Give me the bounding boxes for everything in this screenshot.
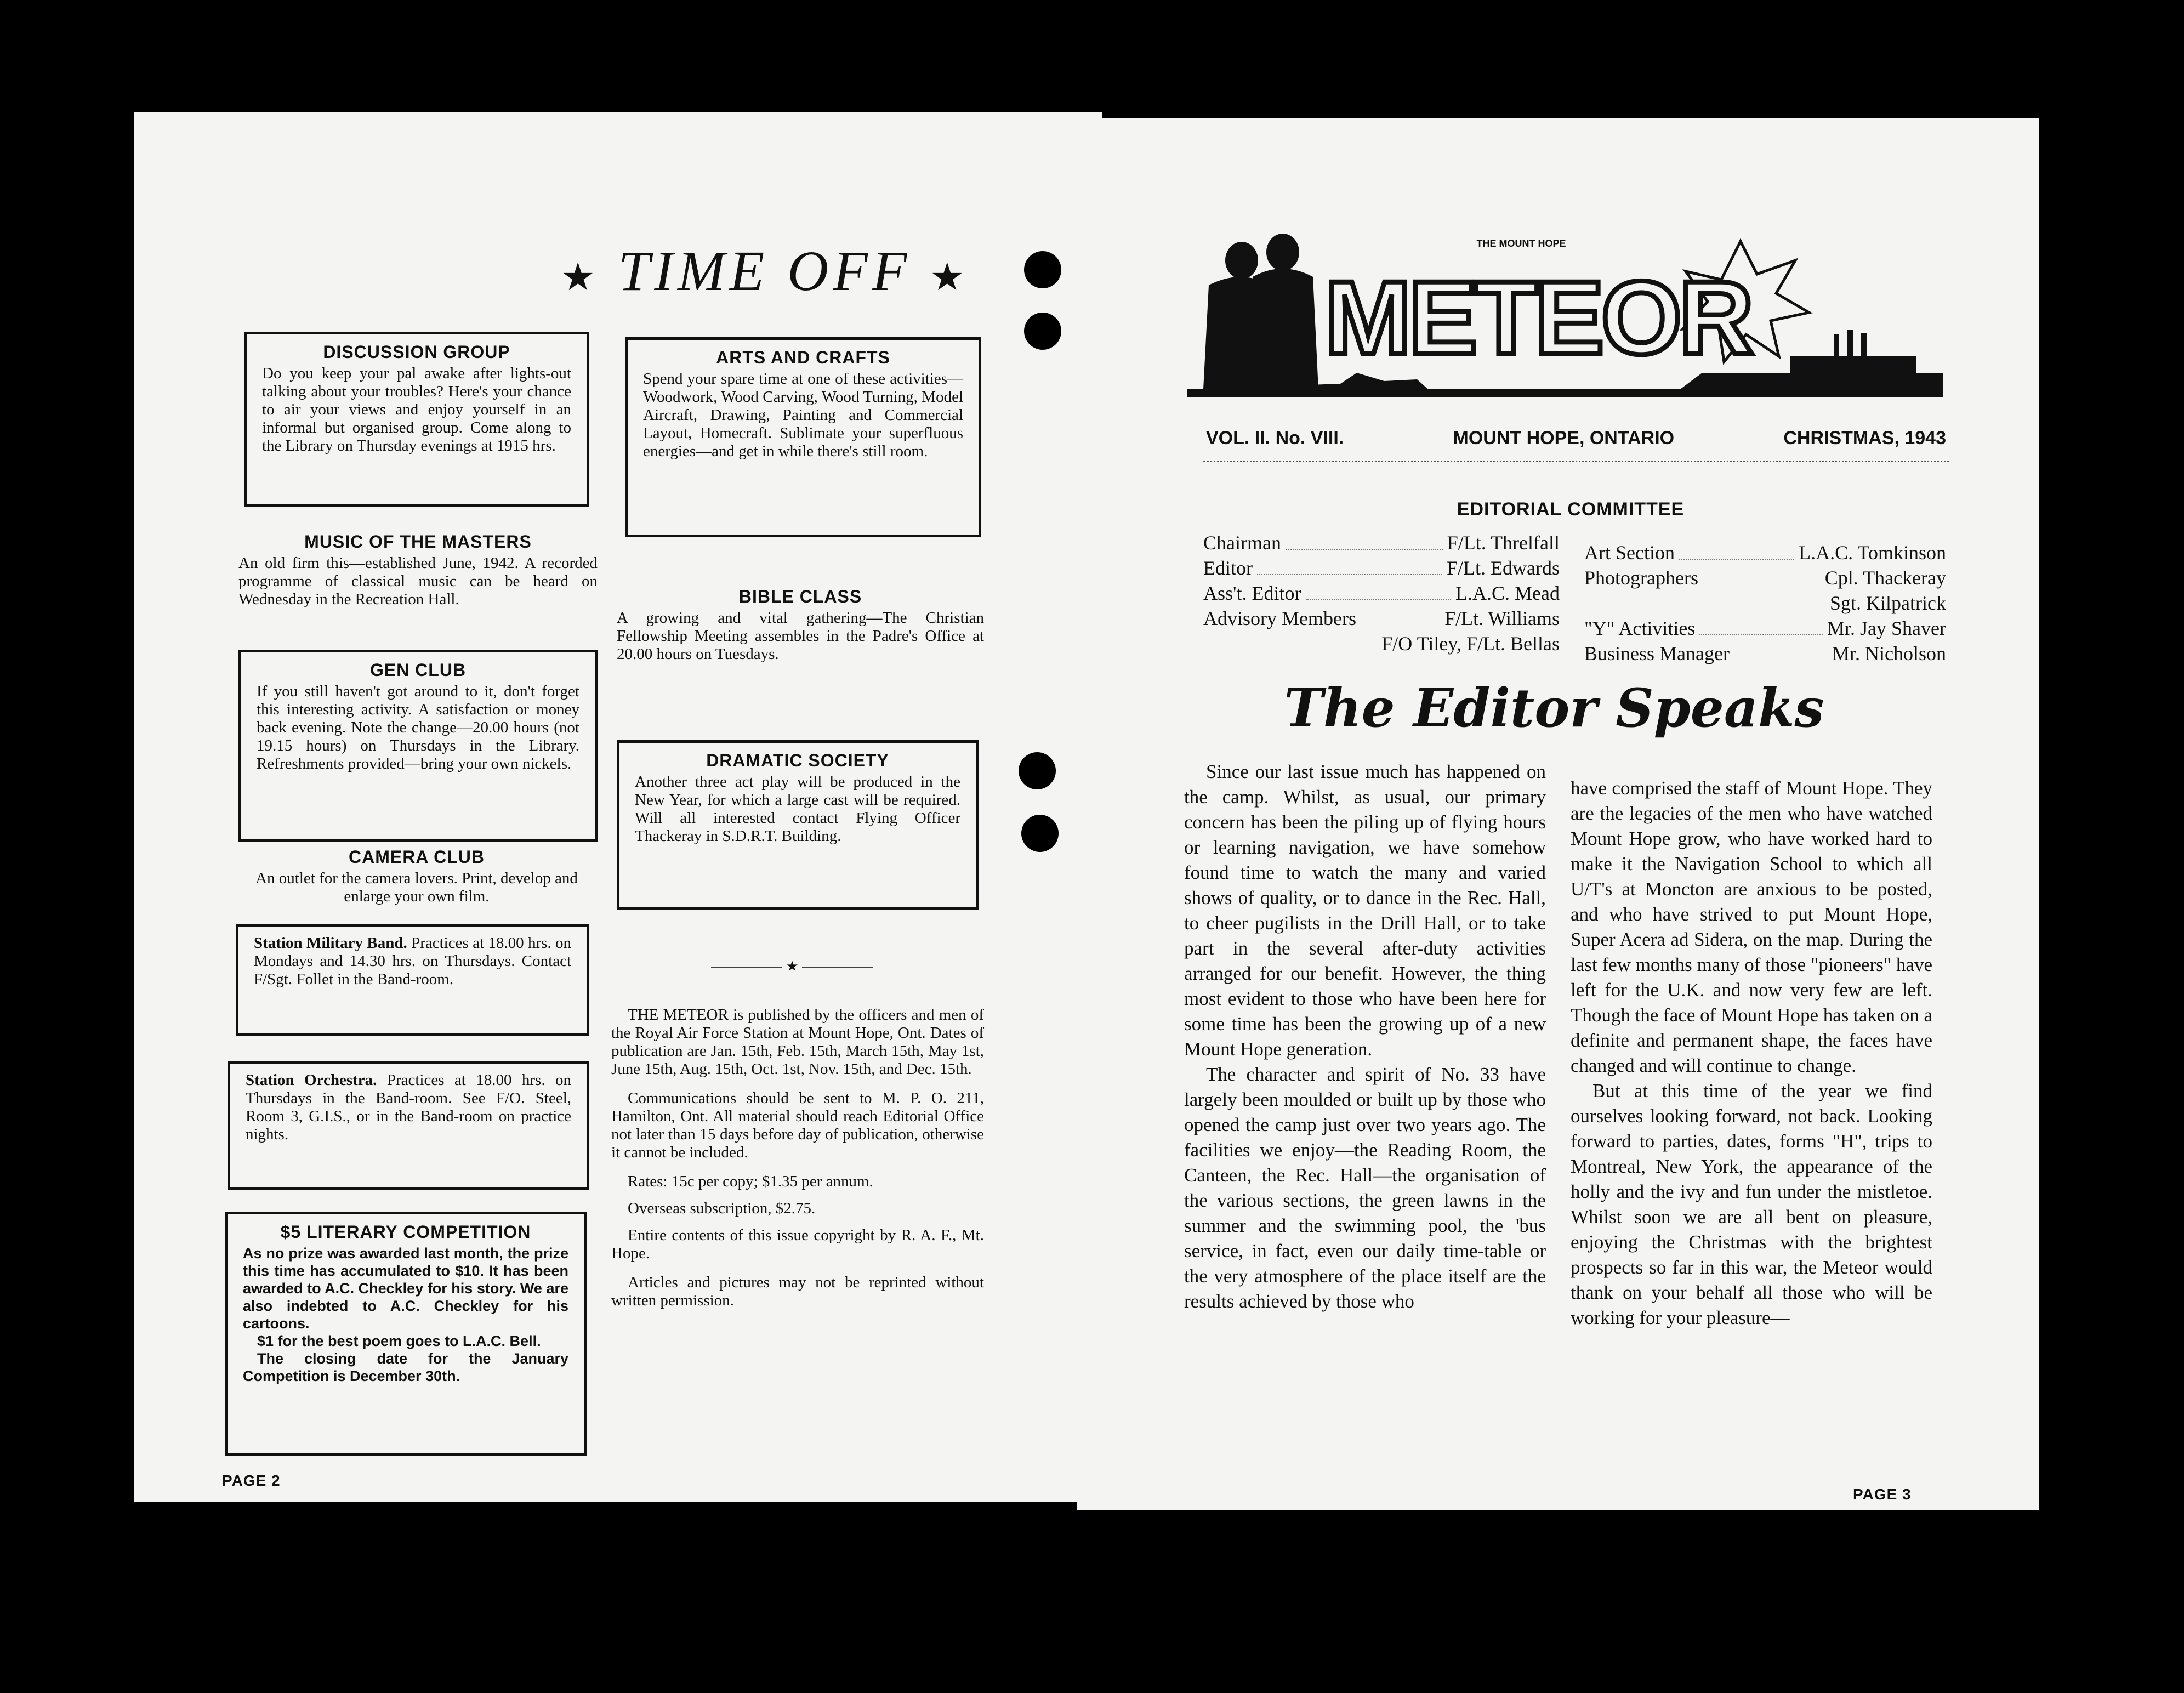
committee-row: Photographers Cpl. Thackeray: [1584, 567, 1946, 589]
committee-left: [1203, 530, 1560, 656]
committee-extra: F/O Tiley, F/Lt. Bellas: [1381, 633, 1560, 655]
bible-heading: BIBLE CLASS: [738, 587, 862, 606]
orchestra-body: Practices at 18.00 hrs. on Thursdays in the Band-room. See F/O. Steel, Room 3, G.I.S., or in the Band-room on practice nights.: [246, 1071, 572, 1143]
committee-row: Art Section L.A.C. Tomkinson: [1584, 542, 1946, 564]
music-heading: MUSIC OF THE MASTERS: [304, 532, 532, 552]
music-section: [238, 532, 598, 609]
arts-body: Spend your spare time at one of these activities—Woodwork, Wood Carving, Wood Turning, Model Aircraft, Drawing, Painting and Commercial Layout, Homecraft. Sublimate your superfluous energies—and get in while there's still room.: [643, 370, 963, 460]
committee-row: Ass't. Editor L.A.C. Mead: [1203, 582, 1560, 604]
imprint-p4: Overseas subscription, $2.75.: [628, 1200, 816, 1217]
band-text: [254, 934, 571, 988]
title-text: TIME OFF: [618, 240, 912, 303]
bible-section: [617, 587, 984, 663]
camera-heading: CAMERA CLUB: [348, 847, 485, 867]
airmen-silhouette: [1203, 234, 1318, 389]
committee-row: Editor F/Lt. Edwards: [1203, 557, 1560, 579]
masthead-small-text: THE MOUNT HOPE: [1476, 238, 1566, 249]
star-icon: ★: [930, 254, 969, 300]
punch-hole: [1024, 313, 1061, 350]
literary-heading: $5 LITERARY COMPETITION: [280, 1222, 531, 1242]
committee-heading: EDITORIAL COMMITTEE: [1457, 499, 1685, 520]
arts-heading: ARTS AND CRAFTS: [716, 348, 890, 367]
committee-row: Business Manager Mr. Nicholson: [1584, 643, 1946, 664]
imprint-p1: THE METEOR is published by the officers and men of the Royal Air Force Station at Mount Hope, Ont. Dates of publication are Jan. 15th, Feb. 15th, March 15th, May 1st, June 15th, Aug. 15th, Oct. 1st, Nov. 15th, and Dec. 15th.: [611, 1006, 984, 1078]
star-icon: ★: [560, 254, 600, 300]
committee-row: Sgt. Kilpatrick: [1830, 592, 1946, 614]
gen-club-box: [238, 650, 598, 842]
editorial-col1-p2: The character and spirit of No. 33 have largely been moulded or built up by those who opened the camp just over two years ago. The facilities we enjoy—the Reading Room, the Canteen, the Rec. Hall—the organisation of the various sections, the green lawns in the summer and the swimming pool, the 'bus service, in fact, even our daily time-table or the very atmosphere of the place itself are the results achieved by those who: [1184, 1064, 1546, 1312]
divider: [704, 959, 880, 974]
punch-hole: [1021, 815, 1059, 852]
editorial-col1-p1: Since our last issue much has happened on the camp. Whilst, as usual, our primary concern has been the piling up of flying hours or learning navigation, we have somehow found time to watch the many and varied shows of quality, or to dance in the Rec. Hall, to cheer pugilists in the Drill Hall, or to take part in the several after-duty activities arranged for our benefit. However, the thing most evident to those who have been here for some time has been the growing up of a new Mount Hope generation.: [1184, 761, 1546, 1060]
time-off-title: [496, 238, 1033, 304]
imprint-p6: Articles and pictures may not be reprinted without written permission.: [611, 1274, 984, 1309]
editorial-title: The Editor Speaks: [1284, 677, 1824, 739]
band-body: Practices at 18.00 hrs. on Mondays and 14.30 hrs. on Thursdays. Contact F/Sgt. Follet in the Band-room.: [254, 934, 571, 988]
place: MOUNT HOPE, ONTARIO: [1453, 428, 1675, 448]
imprint-p3: Rates: 15c per copy; $1.35 per annum.: [628, 1173, 873, 1190]
discussion-group-box: [244, 332, 589, 507]
gen-club-body: If you still haven't got around to it, don't forget this interesting activity. A satisfaction or money back evening. Note the change—20.00 hours (not 19.15 hours) on Thursdays in the Library. Refreshments provided—bring your own nickels.: [257, 683, 579, 772]
punch-hole: [1019, 752, 1056, 789]
discussion-body: Do you keep your pal awake after lights-out talking about your troubles? Here's your chance to air your views and enjoy yourself in an informal but organised group. Come along to the Library on Thursday evenings at 1915 hrs.: [262, 365, 571, 455]
committee-row: "Y" Activities Mr. Jay Shaver: [1584, 617, 1946, 639]
rule: [1203, 461, 1949, 462]
committee-row: Chairman F/Lt. Threlfall: [1203, 532, 1560, 554]
literary-line2: $1 for the best poem goes to L.A.C. Bell.: [257, 1333, 541, 1349]
gen-club-heading: GEN CLUB: [369, 660, 467, 680]
orchestra-box: [228, 1061, 589, 1190]
band-lead: Station Military Band.: [254, 934, 407, 952]
orchestra-lead: Station Orchestra.: [246, 1071, 377, 1089]
page-number-left: PAGE 2: [222, 1472, 281, 1489]
punch-hole: [1024, 251, 1061, 288]
discussion-heading: DISCUSSION GROUP: [323, 342, 510, 362]
dramatic-box: [617, 740, 979, 910]
imprint-p2: Communications should be sent to M. P. O. 211, Hamilton, Ont. All material should reach Editorial Office not later than 15 days before day of publication, otherwise it cannot be included.: [611, 1089, 984, 1161]
volume-number: VOL. II. No. VIII.: [1206, 428, 1344, 448]
issue-line: [1206, 428, 1946, 449]
literary-box: [225, 1212, 587, 1456]
editorial-col2-p2: But at this time of the year we find ourselves looking forward, not back. Looking forward to parties, dates, forms "H", trips to Montreal, New York, the appearance of the holly and the ivy and fun under the mistletoe. Whilst soon we are all bent on pleasure, enjoying the Christmas with the brightest prospects so far in this war, the Meteor would thank on your behalf all those who will be working for your pleasure—: [1571, 1080, 1932, 1328]
orchestra-text: [246, 1071, 571, 1144]
committee-row: Advisory Members F/Lt. Williams: [1203, 607, 1560, 629]
imprint: [611, 1006, 984, 1310]
literary-line3: The closing date for the January Competition is December 30th.: [243, 1350, 568, 1384]
editorial-col2-p1: have comprised the staff of Mount Hope. They are the legacies of the men who have watched Mount Hope grow, who have worked hard to make it the Navigation School to which all U/T's at Moncton are anxious to be posted, and who have strived to put Mount Hope, Super Acera ad Sidera, on the map. During the last few months many of those "pioneers" have left for the U.K. and now very few are left. Though the face of Mount Hope has taken on a definite and permanent shape, the faces have changed and will continue to change.: [1571, 777, 1932, 1076]
bible-body: A growing and vital gathering—The Christian Fellowship Meeting assembles in the Padre's Office at 20.00 hours on Tuesdays.: [617, 609, 984, 663]
dramatic-heading: DRAMATIC SOCIETY: [706, 751, 889, 770]
camera-body: An outlet for the camera lovers. Print, develop and enlarge your own film.: [255, 870, 578, 905]
masthead: [1187, 208, 1943, 406]
imprint-p5: Entire contents of this issue copyright by R. A. F., Mt. Hope.: [611, 1226, 984, 1262]
camera-section: [236, 847, 598, 906]
music-body: An old firm this—established June, 1942. A recorded programme of classical music can be heard on Wednesday in the Recreation Hall.: [238, 554, 598, 608]
right-page: [1077, 118, 2039, 1510]
band-box: [236, 924, 589, 1036]
literary-body: As no prize was awarded last month, the prize this time has accumulated to $10. It has been awarded to A.C. Checkley for his story. We are also indebted to A.C. Checkley for his cartoons.: [243, 1245, 568, 1332]
left-page: [134, 112, 1102, 1502]
masthead-title: METEOR: [1324, 260, 1751, 376]
editorial-column-2: [1571, 776, 1932, 1331]
committee-right: [1584, 540, 1946, 666]
arts-box: [625, 337, 981, 537]
editorial-column-1: [1184, 759, 1546, 1314]
dramatic-body: Another three act play will be produced in the New Year, for which a large cast will be required. Will all interested contact Flying Officer Thackeray in S.D.R.T. Building.: [635, 773, 960, 845]
masthead-illustration: [1187, 208, 1943, 406]
issue-date: CHRISTMAS, 1943: [1783, 428, 1946, 448]
star-divider-icon: ★: [786, 958, 799, 974]
page-number-right: PAGE 3: [1853, 1486, 1912, 1503]
